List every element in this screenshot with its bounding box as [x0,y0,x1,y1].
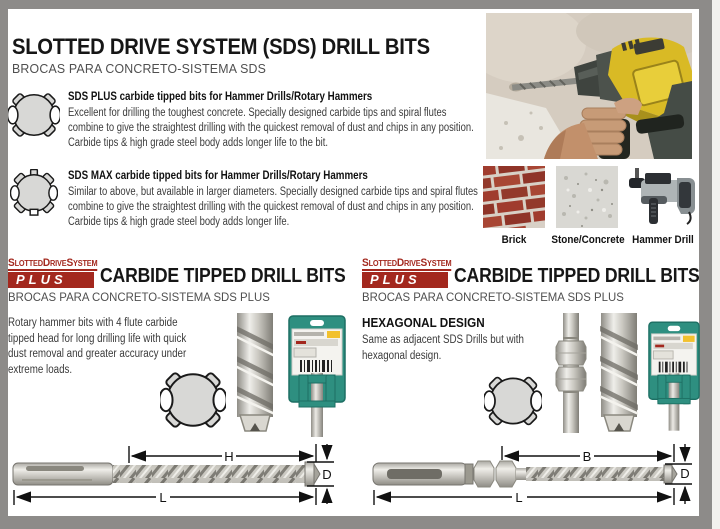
hammer-drill-action-photo [486,13,692,159]
dim-label-B: B [582,449,592,464]
dim-label-D-left: D [322,467,332,482]
frame-bottom [0,516,712,529]
hammer-drill-photo [627,168,699,226]
logo-brand-text: SlottedDriveSystem [362,257,452,269]
stone-concrete-photo [556,166,618,228]
hexagonal-design-heading: HEXAGONAL DESIGN [362,315,485,330]
sds-plus-description: Excellent for drilling the toughest concrete. Specially designed carbide tips and spiral flutes combine to give the straightest drilling with the quickest removal of dust and chips in any position. Carbide tips & high grade steel body adds longer life to the bit. [68,107,474,149]
sds-max-heading: SDS MAX carbide tipped bits for Hammer Drills/Rotary Hammers [68,170,368,182]
sds-plus-bit-dimension-diagram [8,438,358,510]
flute-closeup-photo-right [600,313,638,433]
sds-plus-cross-section-icon [8,89,60,141]
sds-plus-heading: SDS PLUS carbide tipped bits for Hammer Drills/Rotary Hammers [68,91,373,103]
page-body [8,9,699,516]
sds-plus-cross-section-icon-large-right [484,372,542,430]
packaged-bit-photo-left [288,315,346,437]
logo-plus-badge: PLUS [362,272,448,288]
dim-label-L-left: L [159,490,167,505]
sds-plus-logo-right [362,258,459,288]
sds-max-cross-section-icon [10,169,58,217]
logo-plus-badge: PLUS [8,272,94,288]
sds-max-description: Similar to above, but available in larger diameters. Specially designed carbide tips and spiral flutes combine to give the straightest drilling with the quickest removal of dust and chips in any position. Carbide tips & high grade steel body adds longer life. [68,186,478,228]
section-body-right: Same as adjacent SDS Drills but with hexagonal design. [362,334,524,362]
frame-top [0,0,712,9]
brick-photo [483,166,545,228]
packaged-bit-photo-right [648,315,700,437]
frame-left [0,0,8,529]
dim-label-D-right: D [680,466,690,481]
section-title-left: CARBIDE TIPPED DRILL BITS [100,265,346,287]
hammer-drill-label: Hammer Drill [632,234,694,246]
section-subtitle-left: BROCAS PARA CONCRETO-SISTEMA SDS PLUS [8,290,270,304]
section-subtitle-right: BROCAS PARA CONCRETO-SISTEMA SDS PLUS [362,290,624,304]
sds-plus-cross-section-icon-large-left [160,367,226,433]
sds-plus-logo-left [8,258,105,288]
logo-brand-text: SlottedDriveSystem [8,257,98,269]
flute-closeup-photo-left [237,313,273,433]
stone-concrete-label: Stone/Concrete [551,234,625,246]
section-title-right: CARBIDE TIPPED DRILL BITS [454,265,700,287]
dim-label-H: H [224,449,234,464]
brick-label: Brick [501,234,527,246]
page-subtitle: BROCAS PARA CONCRETO-SISTEMA SDS [12,61,267,76]
dim-label-L-right: L [515,490,523,505]
page-title: SLOTTED DRIVE SYSTEM (SDS) DRILL BITS [12,34,430,59]
hex-shank-closeup-photo [552,313,590,433]
section-body-left: Rotary hammer bits with 4 flute carbide tipped head for long drilling life with quick dust removal and greater accuracy under extreme loads. [8,317,187,376]
hex-bit-dimension-diagram [362,438,707,510]
